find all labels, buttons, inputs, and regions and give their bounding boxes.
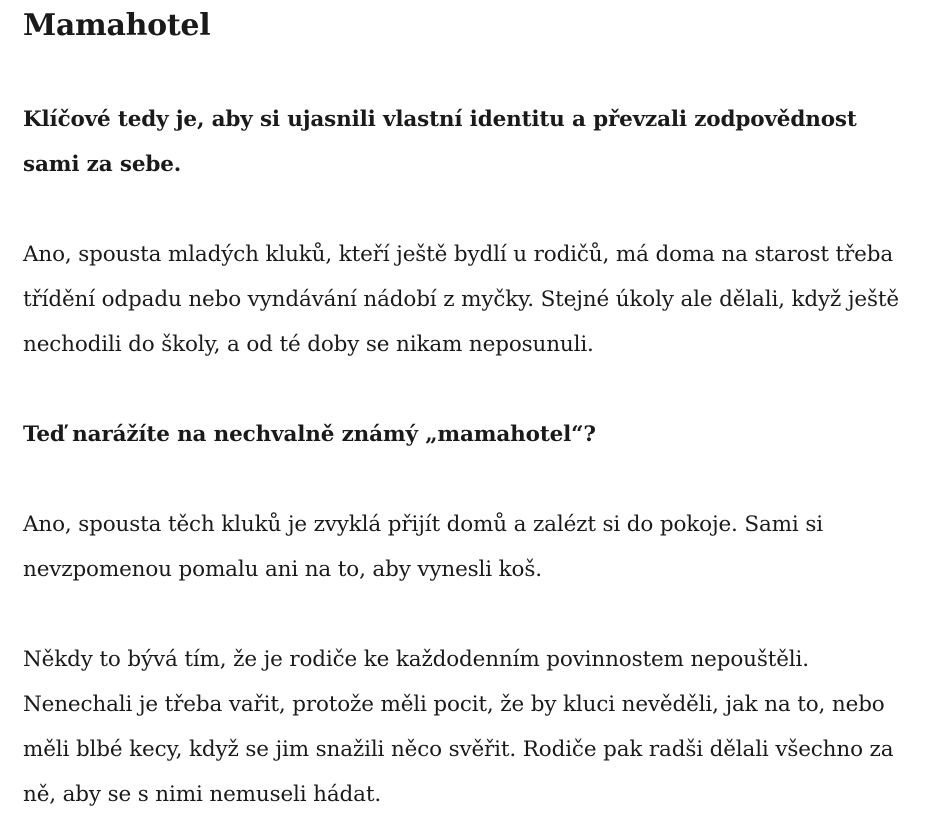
interview-answer: Někdy to bývá tím, že je rodiče ke každodenním povinnostem nepouštěli. Nenechali je třeba vařit, protože měli pocit, že by kluci nevěděli, jak na to, nebo měli blbé kecy, když se jim snažili něco svěřit. Rodiče pak radši dělali všechno za ně, aby se s nimi nemuseli hádat. <box>23 647 894 807</box>
interview-question: Klíčové tedy je, aby si ujasnili vlastní identitu a převzali zodpovědnost sami za sebe. <box>23 107 857 177</box>
interview-question: Teď narážíte na nechvalně známý „mamahotel“? <box>23 422 596 447</box>
article-body <box>23 0 913 817</box>
interview-answer: Ano, spousta mladých kluků, kteří ještě bydlí u rodičů, má doma na starost třeba třídění odpadu nebo vyndávání nádobí z myčky. Stejné úkoly ale dělali, když ještě nechodili do školy, a od té doby se nikam neposunuli. <box>23 242 899 357</box>
section-heading: Mamahotel <box>23 8 211 43</box>
interview-answer: Ano, spousta těch kluků je zvyklá přijít domů a zalézt si do pokoje. Sami si nevzpomenou pomalu ani na to, aby vynesli koš. <box>23 512 823 582</box>
